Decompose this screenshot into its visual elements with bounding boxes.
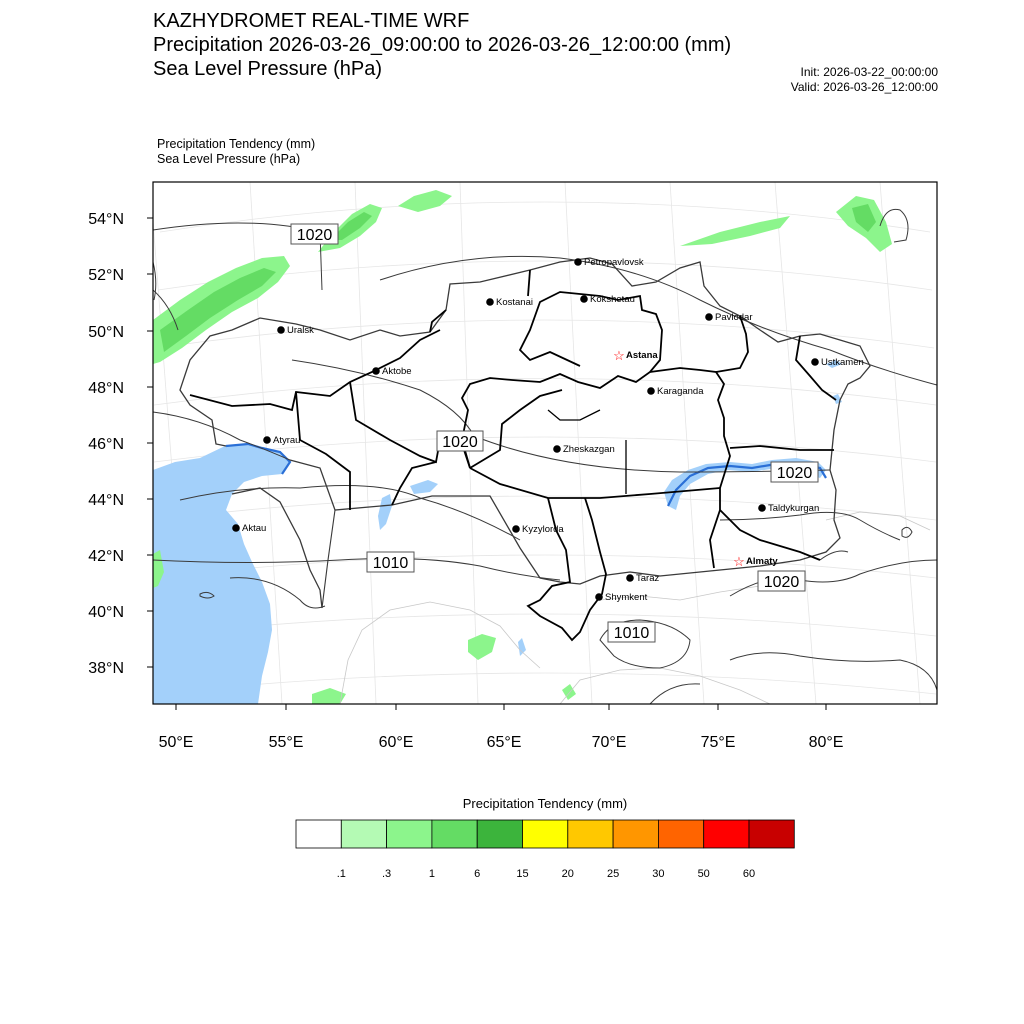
isobar-label [437, 431, 483, 451]
isobar-label [367, 552, 414, 572]
svg-text:1020: 1020 [442, 434, 478, 451]
lon-axis-labels [159, 734, 844, 751]
colorbar-swatch [387, 820, 432, 848]
lon-label: 65°E [486, 734, 522, 751]
colorbar-tick-label: 15 [516, 868, 529, 880]
svg-text:Uralsk: Uralsk [287, 325, 314, 336]
colorbar-tick-label: 25 [606, 868, 620, 880]
colorbar-swatch [658, 820, 703, 848]
isobar-label [291, 224, 338, 244]
chart-title: KAZHYDROMET REAL-TIME WRF [153, 10, 470, 32]
svg-text:Karaganda: Karaganda [657, 386, 704, 397]
lon-label: 70°E [591, 734, 627, 751]
valid-time: Valid: 2026-03-26_12:00:00 [790, 80, 938, 94]
lat-label: 42°N [88, 548, 124, 565]
city-taldykurgan [758, 503, 819, 514]
lon-label: 80°E [808, 734, 844, 751]
map-subtitle-precip: Precipitation Tendency (mm) [157, 137, 316, 151]
colorbar-tick-label: .1 [336, 868, 346, 880]
colorbar-tick-label: 60 [742, 868, 756, 880]
svg-text:Ustkamen: Ustkamen [821, 357, 864, 368]
svg-text:Kostanai: Kostanai [496, 297, 533, 308]
lat-label: 38°N [88, 660, 124, 677]
capital-star-icon: ☆ [613, 348, 625, 363]
city-astana [613, 348, 658, 363]
isobar-label [758, 571, 805, 591]
init-time: Init: 2026-03-22_00:00:00 [800, 65, 938, 79]
lat-label: 44°N [88, 492, 124, 509]
svg-text:Kokshetau: Kokshetau [590, 294, 635, 305]
colorbar [296, 820, 794, 848]
lat-label: 54°N [88, 211, 124, 228]
svg-text:1020: 1020 [763, 574, 800, 591]
svg-text:Taldykurgan: Taldykurgan [768, 503, 820, 514]
colorbar-tick-label: 1 [428, 868, 435, 880]
colorbar-tick-label: 30 [652, 868, 665, 880]
city-petropavlovsk [574, 257, 644, 268]
colorbar-swatch [704, 820, 749, 848]
lon-label: 75°E [700, 734, 736, 751]
colorbar-swatch [296, 820, 341, 848]
lat-axis-labels [88, 211, 124, 677]
svg-text:Astana: Astana [626, 350, 658, 361]
lat-label: 40°N [88, 604, 124, 621]
colorbar-swatch [613, 820, 658, 848]
svg-text:Pavlodar: Pavlodar [715, 312, 753, 323]
svg-text:Petropavlovsk: Petropavlovsk [584, 257, 644, 268]
lat-label: 48°N [88, 380, 124, 397]
svg-text:Aktau: Aktau [242, 523, 267, 534]
colorbar-swatch [523, 820, 568, 848]
city-zheskazgan [553, 444, 615, 455]
isobar-label [608, 622, 655, 642]
svg-text:Kyzylorda: Kyzylorda [522, 524, 564, 535]
svg-text:1010: 1010 [372, 555, 409, 572]
svg-text:1020: 1020 [776, 465, 813, 482]
svg-text:1010: 1010 [613, 625, 650, 642]
map-subtitle-slp: Sea Level Pressure (hPa) [157, 152, 301, 166]
capital-star-icon: ☆ [733, 554, 745, 569]
colorbar-tick-label: 50 [697, 868, 710, 880]
svg-text:Almaty: Almaty [746, 556, 778, 567]
lat-label: 50°N [88, 324, 124, 341]
svg-text:Zheskazgan: Zheskazgan [563, 444, 615, 455]
svg-text:1020: 1020 [296, 227, 333, 244]
lat-label: 46°N [88, 436, 124, 453]
svg-text:Aktobe: Aktobe [382, 366, 412, 377]
svg-text:Shymkent: Shymkent [605, 592, 648, 603]
colorbar-swatch [749, 820, 794, 848]
isobar-label [771, 462, 818, 482]
colorbar-swatch [341, 820, 386, 848]
chart-subtitle-slp: Sea Level Pressure (hPa) [153, 58, 383, 80]
chart-subtitle-precip: Precipitation 2026-03-26_09:00:00 to 2026-03-26_12:00:00 (mm) [153, 34, 732, 56]
lon-label: 60°E [378, 734, 414, 751]
colorbar-tick-label: .3 [382, 868, 392, 880]
colorbar-tick-label: 20 [561, 868, 574, 880]
colorbar-swatch [432, 820, 477, 848]
colorbar-tick-label: 6 [474, 868, 481, 880]
lon-label: 55°E [268, 734, 304, 751]
colorbar-swatch [477, 820, 522, 848]
lon-label: 50°E [158, 734, 194, 751]
colorbar-swatch [568, 820, 613, 848]
colorbar-title: Precipitation Tendency (mm) [462, 796, 628, 811]
lat-label: 52°N [88, 267, 124, 284]
colorbar-tick-labels [337, 868, 755, 880]
svg-text:Atyrau: Atyrau [273, 435, 301, 446]
city-almaty [733, 554, 778, 569]
svg-text:Taraz: Taraz [636, 573, 660, 584]
